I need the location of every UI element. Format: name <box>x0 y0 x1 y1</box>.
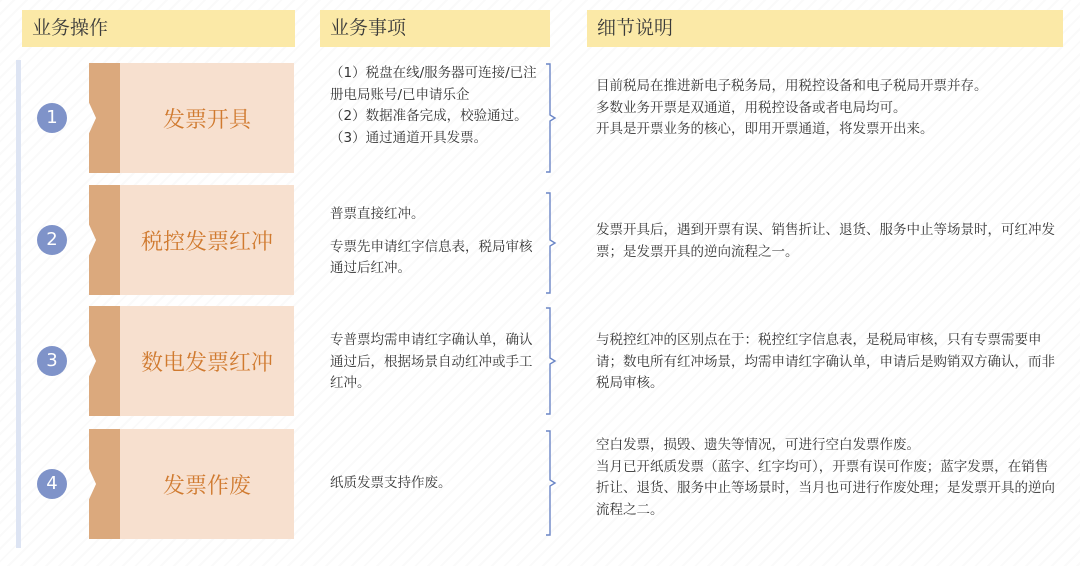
card-tab <box>89 63 121 173</box>
step-number: 1 <box>37 103 67 133</box>
card-tab <box>89 185 121 295</box>
step-details <box>596 220 1061 263</box>
card-tab <box>89 306 121 416</box>
brace <box>545 63 559 173</box>
step-number: 2 <box>37 225 67 255</box>
step-details <box>596 435 1061 521</box>
step-details <box>596 76 1061 141</box>
step-title: 发票开具 <box>120 63 294 173</box>
brace <box>545 307 559 415</box>
step-title: 税控发票红冲 <box>120 185 294 295</box>
card-tab <box>89 429 121 539</box>
detail-line: 开具是开票业务的核心，即用开票通道，将发票开出来。 <box>596 121 934 137</box>
step-items <box>330 330 545 395</box>
item-line: 专普票均需申请红字确认单，确认通过后，根据场景自动红冲或手工红冲。 <box>330 332 533 391</box>
item-line: 专票先申请红字信息表，税局审核通过后红冲。 <box>330 238 533 276</box>
step-items <box>330 63 545 149</box>
detail-line: 空白发票，损毁、遗失等情况，可进行空白发票作废。 <box>596 437 920 453</box>
header-items: 业务事项 <box>320 10 550 47</box>
detail-line: 目前税局在推进新电子税务局，用税控设备和电子税局开票并存。 <box>596 78 988 94</box>
item-line: （3）通过通道开具发票。 <box>330 129 488 146</box>
detail-line: 当月已开纸质发票（蓝字、红字均可），开票有误可作废；蓝字发票，在销售折让、退货、服务中止等场景时，当月也可进行作废处理；是发票开具的逆向流程之二。 <box>596 458 1055 518</box>
item-line: 纸质发票支持作废。 <box>330 475 452 491</box>
timeline-line <box>16 60 21 548</box>
header-operation: 业务操作 <box>22 10 295 47</box>
item-line: 普票直接红冲。 <box>330 206 425 222</box>
header-details: 细节说明 <box>587 10 1063 47</box>
step-number: 4 <box>37 469 67 499</box>
step-title: 数电发票红冲 <box>120 306 294 416</box>
step-details <box>596 330 1061 395</box>
step-items <box>330 204 545 280</box>
item-line: （1）税盘在线/服务器可连接/已注册电局账号/已申请乐企 <box>330 65 537 103</box>
item-line: （2）数据准备完成，校验通过。 <box>330 108 528 124</box>
step-title: 发票作废 <box>120 429 294 539</box>
detail-line: 发票开具后，遇到开票有误、销售折让、退货、服务中止等场景时，可红冲发票；是发票开具的逆向流程之一。 <box>596 222 1055 260</box>
step-number: 3 <box>37 346 67 376</box>
detail-line: 与税控红冲的区别点在于：税控红字信息表，是税局审核，只有专票需要申请；数电所有红冲场景，均需申请红字确认单，申请后是购销双方确认，而非税局审核。 <box>596 332 1055 391</box>
brace <box>545 192 559 294</box>
brace <box>545 430 559 536</box>
step-items <box>330 473 545 495</box>
detail-line: 多数业务开票是双通道，用税控设备或者电局均可。 <box>596 99 907 116</box>
